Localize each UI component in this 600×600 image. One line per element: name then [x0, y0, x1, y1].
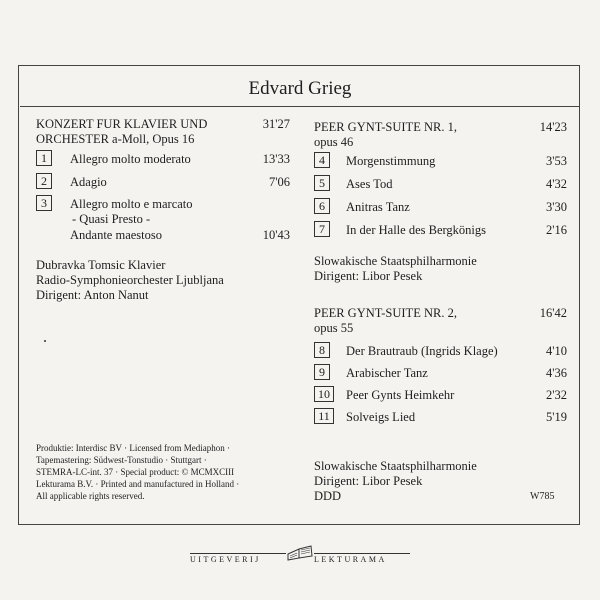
track-number-box: 4	[314, 152, 330, 168]
track-number-box: 9	[314, 364, 330, 380]
page-title: Edvard Grieg	[248, 78, 352, 99]
track-title: Arabischer Tanz	[346, 366, 428, 380]
print-speck	[44, 340, 46, 342]
track-title: Peer Gynts Heimkehr	[346, 388, 455, 402]
track-number-box: 2	[36, 173, 52, 189]
track-number-box: 11	[314, 408, 334, 424]
track-time: 10'43	[262, 228, 290, 242]
suite1-total-time: 14'23	[539, 120, 567, 134]
track-time: 2'32	[545, 388, 567, 402]
suite2-total-time: 16'42	[539, 306, 567, 320]
suite2-opus: opus 55	[314, 321, 354, 335]
logo-line-right	[314, 553, 410, 554]
track-time: 3'53	[545, 154, 567, 168]
publisher-left-text: UITGEVERIJ	[190, 555, 261, 564]
track-number-box: 10	[314, 386, 334, 402]
performer-line: Dirigent: Libor Pesek	[314, 474, 423, 488]
performer-line: Slowakische Staatsphilharmonie	[314, 254, 477, 268]
track-title: Ases Tod	[346, 177, 393, 191]
suite2-title: PEER GYNT-SUITE NR. 2,	[314, 306, 457, 320]
track-number-box: 1	[36, 150, 52, 166]
concerto-title-line1: KONZERT FUR KLAVIER UND	[36, 117, 208, 131]
credit-line: Tapemastering: Südwest-Tonstudio · Stuttgart ·	[36, 455, 207, 465]
suite1-opus: opus 46	[314, 135, 354, 149]
performer-line: Radio-Symphonieorchester Ljubljana	[36, 273, 224, 287]
track-number-box: 6	[314, 198, 330, 214]
performer-line: Slowakische Staatsphilharmonie	[314, 459, 477, 473]
track-time: 7'06	[268, 175, 290, 189]
track-title: Adagio	[70, 175, 107, 189]
track-time: 13'33	[262, 152, 290, 166]
concerto-total-time: 31'27	[262, 117, 290, 131]
track-number-box: 5	[314, 175, 330, 191]
track-title-part: Andante maestoso	[70, 228, 162, 242]
track-title: Allegro molto e marcato	[70, 197, 193, 211]
credit-line: Lekturama B.V. · Printed and manufactured in Holland ·	[36, 479, 240, 489]
concerto-title-line2: ORCHESTER a-Moll, Opus 16	[36, 132, 195, 146]
recording-code: DDD	[314, 489, 342, 503]
logo-line-left	[190, 553, 286, 554]
track-time: 5'19	[545, 410, 567, 424]
publisher-right-text: LEKTURAMA	[314, 555, 387, 564]
open-book-icon	[287, 545, 313, 561]
title-divider	[20, 106, 580, 107]
track-time: 4'36	[545, 366, 567, 380]
track-number-box: 3	[36, 195, 52, 211]
track-title: Morgenstimmung	[346, 154, 436, 168]
track-time: 4'10	[545, 344, 567, 358]
credit-line: Produktie: Interdisc BV · Licensed from Mediaphon ·	[36, 443, 231, 453]
track-title: Solveigs Lied	[346, 410, 416, 424]
track-time: 2'16	[545, 223, 567, 237]
performer-line: Dubravka Tomsic Klavier	[36, 258, 166, 272]
catalog-number: W785	[530, 491, 555, 502]
suite1-title: PEER GYNT-SUITE NR. 1,	[314, 120, 457, 134]
credit-line: All applicable rights reserved.	[36, 491, 145, 501]
track-title-part: - Quasi Presto -	[72, 212, 151, 226]
credit-line: STEMRA-LC-int. 37 · Special product: © MCMXCIII	[36, 467, 235, 477]
performer-line: Dirigent: Libor Pesek	[314, 269, 423, 283]
performer-line: Dirigent: Anton Nanut	[36, 288, 149, 302]
track-number-box: 8	[314, 342, 330, 358]
track-number-box: 7	[314, 221, 330, 237]
track-time: 4'32	[545, 177, 567, 191]
track-time: 3'30	[545, 200, 567, 214]
track-title: Anitras Tanz	[346, 200, 410, 214]
track-title: Allegro molto moderato	[70, 152, 191, 166]
track-title: In der Halle des Bergkönigs	[346, 223, 487, 237]
track-title: Der Brautraub (Ingrids Klage)	[346, 344, 498, 358]
